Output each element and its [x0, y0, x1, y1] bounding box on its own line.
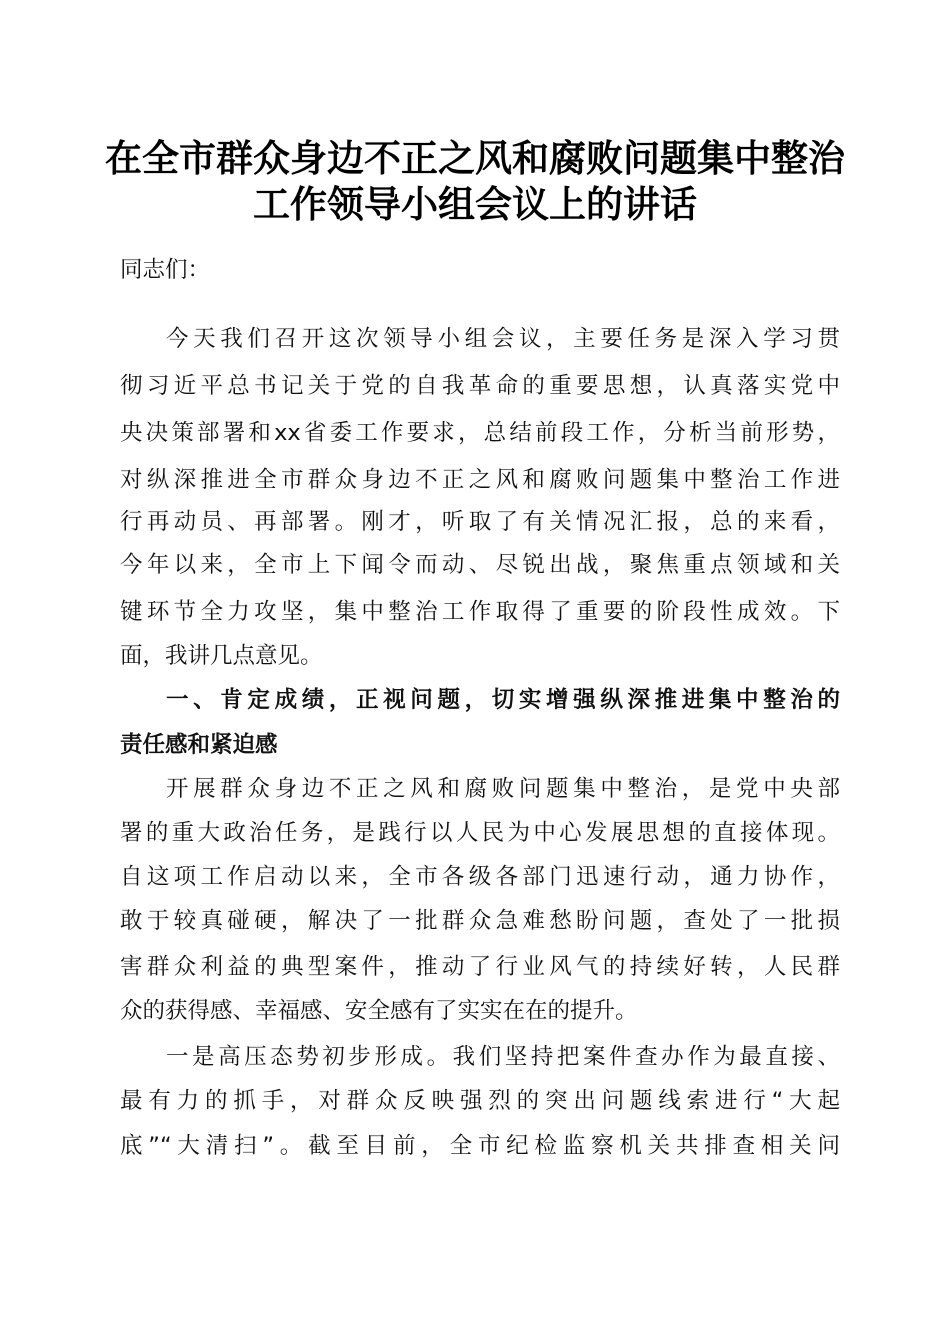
paragraph-line: 央决策部署和xx省委工作要求，总结前段工作，分析当前形势， [120, 420, 840, 446]
document-title-line-2: 工作领导小组会议上的讲话 [253, 182, 697, 226]
paragraph-line: 键环节全力攻坚，集中整治工作取得了重要的阶段性成效。下 [120, 599, 840, 625]
paragraph-line: 自这项工作启动以来，全市各级各部门迅速行动，通力协作， [120, 864, 840, 890]
section-heading-line: 一、肯定成绩，正视问题，切实增强纵深推进集中整治的 [166, 687, 840, 713]
paragraph-line: 行再动员、再部署。刚才，听取了有关情况汇报，总的来看， [120, 509, 840, 535]
paragraph-line: 开展群众身边不正之风和腐败问题集中整治，是党中央部 [166, 776, 840, 802]
paragraph-line: 最有力的抓手，对群众反映强烈的突出问题线索进行“大起 [120, 1088, 840, 1114]
paragraph-line: 面，我讲几点意见。 [120, 643, 323, 669]
document-title-line-1: 在全市群众身边不正之风和腐败问题集中整治 [105, 136, 845, 180]
paragraph-line: 众的获得感、幸福感、安全感有了实实在在的提升。 [120, 998, 638, 1024]
salutation: 同志们： [120, 257, 211, 283]
paragraph-line: 底”“大清扫”。截至目前，全市纪检监察机关共排查相关问 [120, 1133, 840, 1159]
paragraph-line: 彻习近平总书记关于党的自我革命的重要思想，认真落实党中 [120, 373, 840, 399]
section-heading-line: 责任感和紧迫感 [120, 732, 278, 758]
paragraph-line: 署的重大政治任务，是践行以人民为中心发展思想的直接体现。 [120, 820, 840, 846]
paragraph-line: 一是高压态势初步形成。我们坚持把案件查办作为最直接、 [166, 1044, 840, 1070]
paragraph-line: 害群众利益的典型案件，推动了行业风气的持续好转，人民群 [120, 954, 840, 980]
paragraph-line: 今天我们召开这次领导小组会议，主要任务是深入学习贯 [166, 326, 840, 352]
paragraph-line: 对纵深推进全市群众身边不正之风和腐败问题集中整治工作进 [120, 467, 840, 493]
paragraph-line: 敢于较真碰硬，解决了一批群众急难愁盼问题，查处了一批损 [120, 908, 840, 934]
paragraph-line: 今年以来，全市上下闻令而动、尽锐出战，聚焦重点领域和关 [120, 552, 840, 578]
